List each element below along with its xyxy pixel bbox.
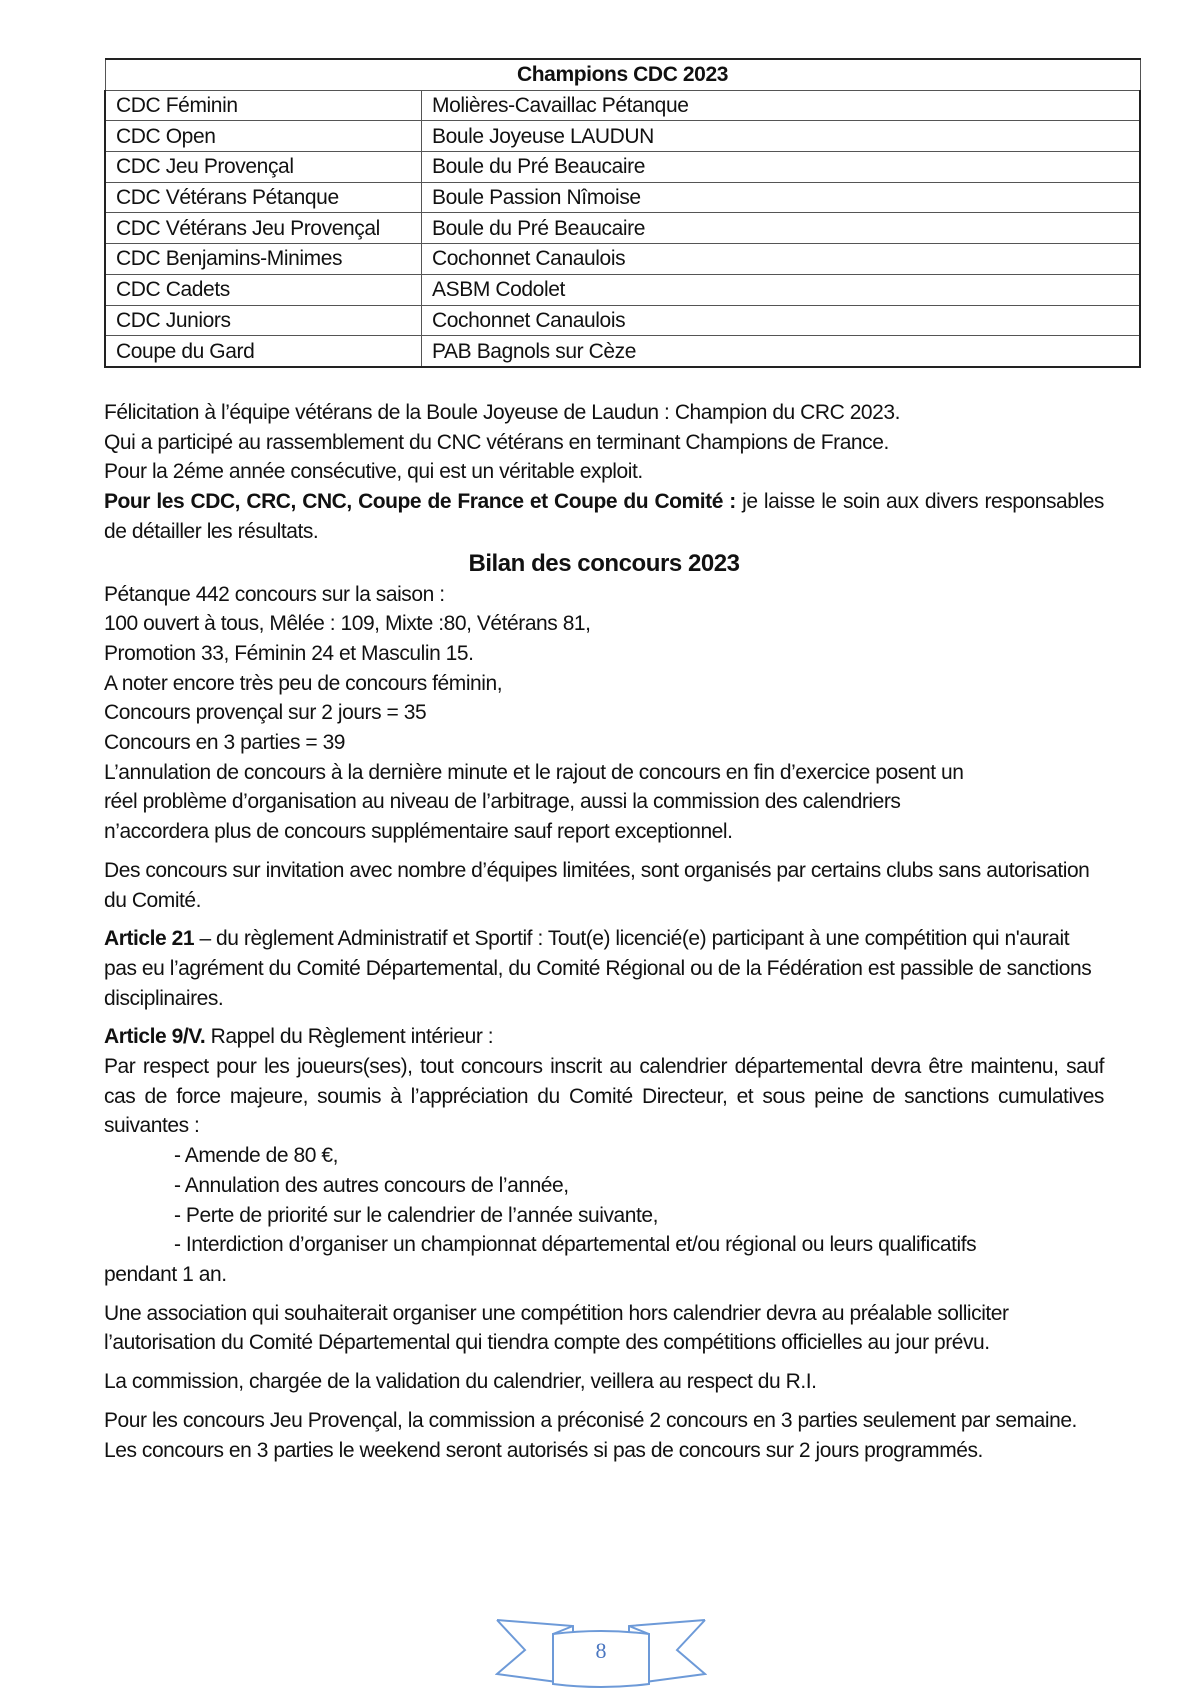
provencal-paragraph: Pour les concours Jeu Provençal, la commission a préconisé 2 concours en 3 parties seulement par semaine.	[104, 1408, 1077, 1432]
respect-paragraph: Par respect pour les joueurs(ses), tout concours inscrit au calendrier départemental devra être maintenu, sauf cas de force majeure, soumis à l’appréciation du Comité Directeur, et sous peine de sanctions cumulatives suivantes :	[104, 1055, 1104, 1138]
article-9-heading	[104, 1022, 1104, 1052]
congrats-line: Qui a participé au rassemblement du CNC vétérans en terminant Champions de France.	[104, 430, 889, 454]
winner-cell: Cochonnet Canaulois	[422, 244, 1141, 275]
table-row	[105, 121, 1140, 152]
results-paragraph	[104, 487, 1104, 546]
stats-line: Concours en 3 parties = 39	[104, 731, 346, 755]
results-bold-lead: Pour les CDC, CRC, CNC, Coupe de France et Coupe du Comité :	[104, 490, 736, 514]
table-row	[105, 274, 1140, 305]
table-row	[105, 336, 1140, 367]
category-cell: CDC Cadets	[105, 274, 422, 305]
cancellation-line: réel problème d’organisation au niveau de l’arbitrage, aussi la commission des calendriers	[104, 790, 901, 814]
results-text: je laisse le soin aux divers responsables de détailler les résultats.	[104, 490, 1104, 543]
stats-line: Pétanque 442 concours sur la saison :	[104, 582, 445, 606]
sanction-item: - Amende de 80 €,	[174, 1144, 338, 1168]
article-21-label: Article 21	[104, 927, 195, 951]
sanction-item: - Perte de priorité sur le calendrier de l’année suivante,	[174, 1203, 659, 1227]
winner-cell: Cochonnet Canaulois	[422, 305, 1141, 336]
cancellation-line: L’annulation de concours à la dernière minute et le rajout de concours en fin d’exercice posent un	[104, 760, 964, 784]
stats-line: Promotion 33, Féminin 24 et Masculin 15.	[104, 641, 474, 665]
weekend-paragraph: Les concours en 3 parties le weekend seront autorisés si pas de concours sur 2 jours programmés.	[104, 1438, 983, 1462]
category-cell: CDC Open	[105, 121, 422, 152]
commission-paragraph: La commission, chargée de la validation du calendrier, veillera au respect du R.I.	[104, 1370, 817, 1394]
category-cell: CDC Féminin	[105, 90, 422, 121]
stats-line: A noter encore très peu de concours féminin,	[104, 671, 503, 695]
category-cell: CDC Vétérans Pétanque	[105, 182, 422, 213]
article-21-text: – du règlement Administratif et Sportif : Tout(e) licencié(e) participant à une compétition qui n'aurait pas eu l’agrément du Comité Départemental, du Comité Régional ou de la Fédération est passible de sanctions disciplinaires.	[104, 927, 1092, 1010]
table-header-row	[105, 59, 1140, 90]
sanction-tail: pendant 1 an.	[104, 1262, 227, 1286]
category-cell: Coupe du Gard	[105, 336, 422, 367]
winner-cell: Boule du Pré Beaucaire	[422, 152, 1141, 183]
sanction-item: - Interdiction d’organiser un championnat départemental et/ou régional ou leurs qualificatifs	[174, 1233, 977, 1257]
table-row	[105, 182, 1140, 213]
table-title: Champions CDC 2023	[105, 59, 1140, 90]
page-number: 8	[595, 1638, 607, 1663]
champions-table	[104, 58, 1141, 368]
article-9-label: Article 9/V.	[104, 1025, 206, 1049]
congrats-line: Félicitation à l’équipe vétérans de la Boule Joyeuse de Laudun : Champion du CRC 2023.	[104, 401, 900, 424]
category-cell: CDC Benjamins-Minimes	[105, 244, 422, 275]
winner-cell: Boule du Pré Beaucaire	[422, 213, 1141, 244]
table-row	[105, 305, 1140, 336]
table-row	[105, 213, 1140, 244]
congrats-line: Pour la 2éme année consécutive, qui est un véritable exploit.	[104, 460, 643, 484]
winner-cell: ASBM Codolet	[422, 274, 1141, 305]
stats-line: Concours provençal sur 2 jours = 35	[104, 701, 427, 725]
winner-cell: PAB Bagnols sur Cèze	[422, 336, 1141, 367]
table-row	[105, 90, 1140, 121]
category-cell: CDC Juniors	[105, 305, 422, 336]
category-cell: CDC Jeu Provençal	[105, 152, 422, 183]
cancellation-line: n’accordera plus de concours supplémentaire sauf report exceptionnel.	[104, 820, 733, 844]
invitation-paragraph: Des concours sur invitation avec nombre d’équipes limitées, sont organisés par certains clubs sans autorisation du Comité.	[104, 858, 1090, 912]
winner-cell: Molières-Cavaillac Pétanque	[422, 90, 1141, 121]
table-row	[105, 244, 1140, 275]
winner-cell: Boule Joyeuse LAUDUN	[422, 121, 1141, 152]
stats-line: 100 ouvert à tous, Mêlée : 109, Mixte :80, Vétérans 81,	[104, 612, 591, 636]
body-text	[104, 398, 1104, 1465]
section-title: Bilan des concours 2023	[468, 549, 740, 577]
sanction-item: - Annulation des autres concours de l’année,	[174, 1173, 569, 1197]
article-21-paragraph	[104, 924, 1104, 1013]
category-cell: CDC Vétérans Jeu Provençal	[105, 213, 422, 244]
association-paragraph: Une association qui souhaiterait organiser une compétition hors calendrier devra au préalable solliciter l’autorisation du Comité Départemental qui tiendra compte des compétitions officielles au jour prévu.	[104, 1301, 1009, 1355]
table-row	[105, 152, 1140, 183]
winner-cell: Boule Passion Nîmoise	[422, 182, 1141, 213]
page-number-ribbon	[495, 1612, 707, 1690]
article-9-text: Rappel du Règlement intérieur :	[205, 1025, 494, 1049]
